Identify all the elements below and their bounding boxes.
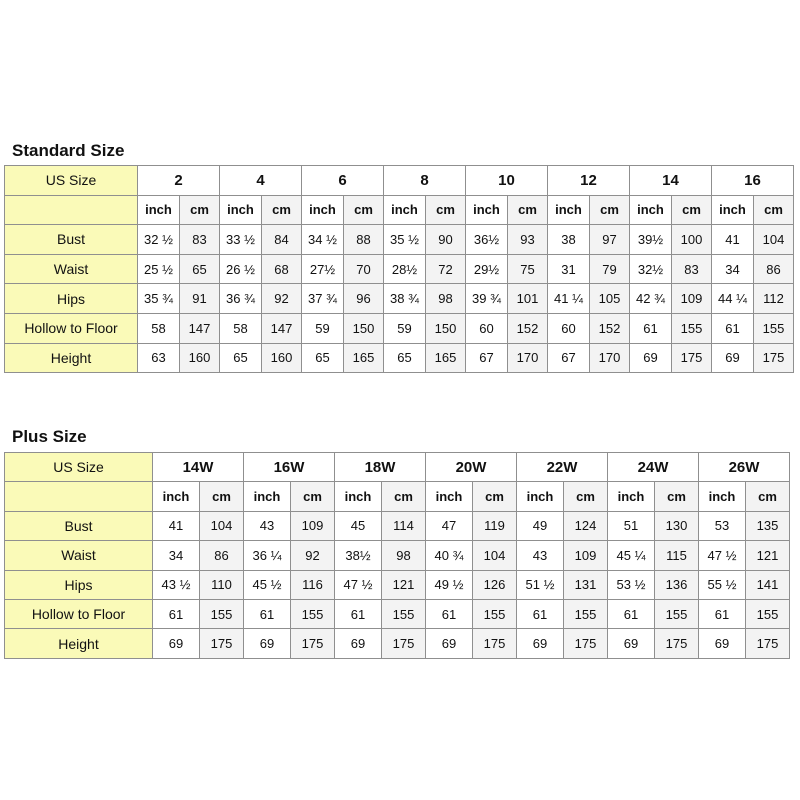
size-header-6: 6 <box>302 166 384 196</box>
cell-height-inch: 69 <box>712 343 754 373</box>
cell-height-cm: 160 <box>180 343 220 373</box>
cell-waist-cm: 86 <box>200 541 244 570</box>
cell-height-inch: 65 <box>302 343 344 373</box>
plus-size-title: Plus Size <box>12 427 87 446</box>
cell-hips-inch: 37 ¾ <box>302 284 344 314</box>
cell-height-cm: 175 <box>746 629 790 658</box>
cell-hips-inch: 36 ¾ <box>220 284 262 314</box>
unit-inch: inch <box>466 195 508 225</box>
row-bust <box>5 511 790 540</box>
unit-row-label <box>5 482 153 511</box>
cell-bust-inch: 51 <box>608 511 655 540</box>
size-header-2: 2 <box>138 166 220 196</box>
cell-waist-cm: 121 <box>746 541 790 570</box>
cell-bust-inch: 45 <box>335 511 382 540</box>
unit-cm: cm <box>655 482 699 511</box>
row-label-bust: Bust <box>5 511 153 540</box>
cell-hollow-to-floor-cm: 155 <box>746 599 790 628</box>
cell-waist-cm: 68 <box>262 254 302 284</box>
cell-hips-cm: 136 <box>655 570 699 599</box>
cell-hollow-to-floor-inch: 61 <box>699 599 746 628</box>
cell-bust-inch: 41 <box>712 225 754 255</box>
cell-hollow-to-floor-inch: 61 <box>608 599 655 628</box>
cell-hollow-to-floor-inch: 58 <box>220 313 262 343</box>
cell-hollow-to-floor-cm: 155 <box>754 313 794 343</box>
cell-waist-inch: 40 ¾ <box>426 541 473 570</box>
cell-waist-inch: 32½ <box>630 254 672 284</box>
cell-waist-inch: 25 ½ <box>138 254 180 284</box>
row-label-hips: Hips <box>5 284 138 314</box>
cell-hollow-to-floor-inch: 61 <box>244 599 291 628</box>
unit-cm: cm <box>672 195 712 225</box>
size-header-16: 16 <box>712 166 794 196</box>
row-waist <box>5 541 790 570</box>
cell-height-cm: 170 <box>590 343 630 373</box>
cell-bust-cm: 83 <box>180 225 220 255</box>
cell-height-inch: 65 <box>220 343 262 373</box>
cell-hips-inch: 49 ½ <box>426 570 473 599</box>
cell-height-cm: 165 <box>344 343 384 373</box>
cell-hollow-to-floor-inch: 61 <box>426 599 473 628</box>
cell-hips-cm: 126 <box>473 570 517 599</box>
cell-hollow-to-floor-inch: 59 <box>384 313 426 343</box>
cell-height-inch: 67 <box>548 343 590 373</box>
cell-bust-inch: 39½ <box>630 225 672 255</box>
size-header-12: 12 <box>548 166 630 196</box>
size-header-row <box>5 453 790 482</box>
row-hollow-to-floor <box>5 313 794 343</box>
cell-height-inch: 69 <box>426 629 473 658</box>
unit-cm: cm <box>200 482 244 511</box>
cell-hollow-to-floor-cm: 155 <box>200 599 244 628</box>
row-label-height: Height <box>5 629 153 658</box>
cell-bust-inch: 47 <box>426 511 473 540</box>
cell-bust-inch: 33 ½ <box>220 225 262 255</box>
cell-hips-inch: 35 ¾ <box>138 284 180 314</box>
size-header-row <box>5 166 794 196</box>
cell-hollow-to-floor-cm: 155 <box>672 313 712 343</box>
cell-bust-cm: 119 <box>473 511 517 540</box>
unit-cm: cm <box>590 195 630 225</box>
row-label-hips: Hips <box>5 570 153 599</box>
size-header-4: 4 <box>220 166 302 196</box>
cell-hips-cm: 141 <box>746 570 790 599</box>
size-header-14: 14 <box>630 166 712 196</box>
cell-height-cm: 175 <box>473 629 517 658</box>
cell-bust-inch: 35 ½ <box>384 225 426 255</box>
cell-height-inch: 69 <box>608 629 655 658</box>
cell-bust-cm: 90 <box>426 225 466 255</box>
cell-waist-cm: 72 <box>426 254 466 284</box>
unit-inch: inch <box>138 195 180 225</box>
cell-height-cm: 175 <box>754 343 794 373</box>
cell-waist-inch: 34 <box>712 254 754 284</box>
cell-height-cm: 175 <box>672 343 712 373</box>
cell-height-inch: 65 <box>384 343 426 373</box>
cell-bust-inch: 36½ <box>466 225 508 255</box>
cell-waist-inch: 47 ½ <box>699 541 746 570</box>
cell-height-cm: 170 <box>508 343 548 373</box>
row-waist <box>5 254 794 284</box>
unit-cm: cm <box>508 195 548 225</box>
cell-waist-inch: 31 <box>548 254 590 284</box>
unit-cm: cm <box>564 482 608 511</box>
unit-inch: inch <box>699 482 746 511</box>
cell-hollow-to-floor-inch: 61 <box>712 313 754 343</box>
size-header-26w: 26W <box>699 453 790 482</box>
unit-cm: cm <box>746 482 790 511</box>
us-size-label: US Size <box>5 453 153 482</box>
cell-hips-cm: 91 <box>180 284 220 314</box>
unit-inch: inch <box>220 195 262 225</box>
cell-height-inch: 67 <box>466 343 508 373</box>
cell-waist-inch: 43 <box>517 541 564 570</box>
cell-hollow-to-floor-inch: 59 <box>302 313 344 343</box>
unit-inch: inch <box>630 195 672 225</box>
cell-bust-inch: 41 <box>153 511 200 540</box>
row-hips <box>5 570 790 599</box>
unit-cm: cm <box>262 195 302 225</box>
cell-bust-inch: 32 ½ <box>138 225 180 255</box>
cell-bust-cm: 130 <box>655 511 699 540</box>
cell-bust-cm: 104 <box>754 225 794 255</box>
cell-bust-inch: 43 <box>244 511 291 540</box>
unit-inch: inch <box>335 482 382 511</box>
cell-bust-cm: 114 <box>382 511 426 540</box>
cell-hips-inch: 53 ½ <box>608 570 655 599</box>
cell-bust-cm: 84 <box>262 225 302 255</box>
cell-bust-inch: 49 <box>517 511 564 540</box>
cell-hollow-to-floor-cm: 152 <box>590 313 630 343</box>
unit-cm: cm <box>426 195 466 225</box>
cell-waist-inch: 36 ¼ <box>244 541 291 570</box>
cell-height-inch: 69 <box>335 629 382 658</box>
cell-hollow-to-floor-inch: 61 <box>153 599 200 628</box>
cell-hips-inch: 45 ½ <box>244 570 291 599</box>
cell-hips-inch: 41 ¼ <box>548 284 590 314</box>
cell-hips-inch: 43 ½ <box>153 570 200 599</box>
cell-hips-inch: 42 ¾ <box>630 284 672 314</box>
cell-hollow-to-floor-cm: 152 <box>508 313 548 343</box>
cell-height-inch: 69 <box>153 629 200 658</box>
unit-inch: inch <box>426 482 473 511</box>
cell-waist-cm: 86 <box>754 254 794 284</box>
cell-hollow-to-floor-cm: 155 <box>382 599 426 628</box>
cell-height-cm: 175 <box>655 629 699 658</box>
cell-hollow-to-floor-inch: 58 <box>138 313 180 343</box>
cell-hips-cm: 131 <box>564 570 608 599</box>
cell-height-cm: 175 <box>291 629 335 658</box>
row-hollow-to-floor <box>5 599 790 628</box>
cell-waist-inch: 45 ¼ <box>608 541 655 570</box>
cell-hollow-to-floor-inch: 60 <box>466 313 508 343</box>
size-header-14w: 14W <box>153 453 244 482</box>
row-label-waist: Waist <box>5 254 138 284</box>
row-height <box>5 343 794 373</box>
cell-waist-inch: 38½ <box>335 541 382 570</box>
cell-waist-cm: 83 <box>672 254 712 284</box>
cell-waist-cm: 104 <box>473 541 517 570</box>
cell-waist-inch: 29½ <box>466 254 508 284</box>
cell-bust-cm: 104 <box>200 511 244 540</box>
cell-hips-cm: 116 <box>291 570 335 599</box>
row-height <box>5 629 790 658</box>
row-bust <box>5 225 794 255</box>
cell-waist-cm: 92 <box>291 541 335 570</box>
cell-hips-inch: 38 ¾ <box>384 284 426 314</box>
cell-hips-inch: 39 ¾ <box>466 284 508 314</box>
cell-waist-inch: 34 <box>153 541 200 570</box>
unit-cm: cm <box>382 482 426 511</box>
cell-waist-cm: 115 <box>655 541 699 570</box>
unit-inch: inch <box>517 482 564 511</box>
size-header-8: 8 <box>384 166 466 196</box>
cell-hips-inch: 44 ¼ <box>712 284 754 314</box>
us-size-label: US Size <box>5 166 138 196</box>
cell-hips-cm: 101 <box>508 284 548 314</box>
cell-hollow-to-floor-inch: 61 <box>630 313 672 343</box>
unit-inch: inch <box>712 195 754 225</box>
cell-hollow-to-floor-inch: 60 <box>548 313 590 343</box>
row-label-waist: Waist <box>5 541 153 570</box>
cell-hips-cm: 112 <box>754 284 794 314</box>
unit-cm: cm <box>473 482 517 511</box>
cell-bust-cm: 109 <box>291 511 335 540</box>
cell-height-inch: 63 <box>138 343 180 373</box>
size-header-18w: 18W <box>335 453 426 482</box>
cell-hollow-to-floor-inch: 61 <box>335 599 382 628</box>
plus-size-table <box>4 452 790 659</box>
cell-hollow-to-floor-cm: 147 <box>262 313 302 343</box>
unit-inch: inch <box>608 482 655 511</box>
standard-size-table <box>4 165 794 373</box>
cell-height-inch: 69 <box>699 629 746 658</box>
cell-height-cm: 175 <box>564 629 608 658</box>
cell-height-cm: 175 <box>382 629 426 658</box>
unit-cm: cm <box>344 195 384 225</box>
cell-hollow-to-floor-cm: 155 <box>473 599 517 628</box>
cell-hollow-to-floor-cm: 155 <box>291 599 335 628</box>
unit-cm: cm <box>291 482 335 511</box>
cell-hips-cm: 96 <box>344 284 384 314</box>
cell-waist-inch: 26 ½ <box>220 254 262 284</box>
cell-bust-cm: 88 <box>344 225 384 255</box>
standard-size-title: Standard Size <box>12 141 125 160</box>
cell-hips-cm: 92 <box>262 284 302 314</box>
unit-row-label <box>5 195 138 225</box>
cell-height-cm: 160 <box>262 343 302 373</box>
cell-bust-cm: 97 <box>590 225 630 255</box>
unit-header-row <box>5 482 790 511</box>
cell-hollow-to-floor-cm: 155 <box>655 599 699 628</box>
cell-waist-cm: 75 <box>508 254 548 284</box>
cell-waist-cm: 79 <box>590 254 630 284</box>
cell-bust-cm: 135 <box>746 511 790 540</box>
cell-hips-inch: 51 ½ <box>517 570 564 599</box>
row-label-hollow-to-floor: Hollow to Floor <box>5 313 138 343</box>
cell-bust-inch: 34 ½ <box>302 225 344 255</box>
unit-inch: inch <box>153 482 200 511</box>
cell-waist-inch: 28½ <box>384 254 426 284</box>
cell-bust-cm: 100 <box>672 225 712 255</box>
size-header-10: 10 <box>466 166 548 196</box>
cell-hips-inch: 47 ½ <box>335 570 382 599</box>
cell-waist-inch: 27½ <box>302 254 344 284</box>
cell-waist-cm: 65 <box>180 254 220 284</box>
size-header-16w: 16W <box>244 453 335 482</box>
cell-hollow-to-floor-inch: 61 <box>517 599 564 628</box>
cell-hips-cm: 98 <box>426 284 466 314</box>
cell-hollow-to-floor-cm: 150 <box>426 313 466 343</box>
cell-height-inch: 69 <box>517 629 564 658</box>
cell-hollow-to-floor-cm: 150 <box>344 313 384 343</box>
unit-inch: inch <box>548 195 590 225</box>
cell-waist-cm: 70 <box>344 254 384 284</box>
unit-inch: inch <box>384 195 426 225</box>
row-label-bust: Bust <box>5 225 138 255</box>
cell-height-inch: 69 <box>630 343 672 373</box>
cell-bust-cm: 93 <box>508 225 548 255</box>
cell-waist-cm: 109 <box>564 541 608 570</box>
unit-inch: inch <box>244 482 291 511</box>
size-header-22w: 22W <box>517 453 608 482</box>
unit-cm: cm <box>180 195 220 225</box>
row-hips <box>5 284 794 314</box>
cell-height-cm: 165 <box>426 343 466 373</box>
row-label-hollow-to-floor: Hollow to Floor <box>5 599 153 628</box>
cell-hips-cm: 121 <box>382 570 426 599</box>
unit-inch: inch <box>302 195 344 225</box>
cell-hollow-to-floor-cm: 147 <box>180 313 220 343</box>
cell-bust-inch: 38 <box>548 225 590 255</box>
cell-waist-cm: 98 <box>382 541 426 570</box>
cell-hips-cm: 109 <box>672 284 712 314</box>
unit-cm: cm <box>754 195 794 225</box>
row-label-height: Height <box>5 343 138 373</box>
cell-hollow-to-floor-cm: 155 <box>564 599 608 628</box>
unit-header-row <box>5 195 794 225</box>
cell-height-inch: 69 <box>244 629 291 658</box>
size-header-20w: 20W <box>426 453 517 482</box>
cell-hips-cm: 110 <box>200 570 244 599</box>
cell-hips-cm: 105 <box>590 284 630 314</box>
cell-height-cm: 175 <box>200 629 244 658</box>
size-header-24w: 24W <box>608 453 699 482</box>
cell-bust-inch: 53 <box>699 511 746 540</box>
cell-hips-inch: 55 ½ <box>699 570 746 599</box>
cell-bust-cm: 124 <box>564 511 608 540</box>
